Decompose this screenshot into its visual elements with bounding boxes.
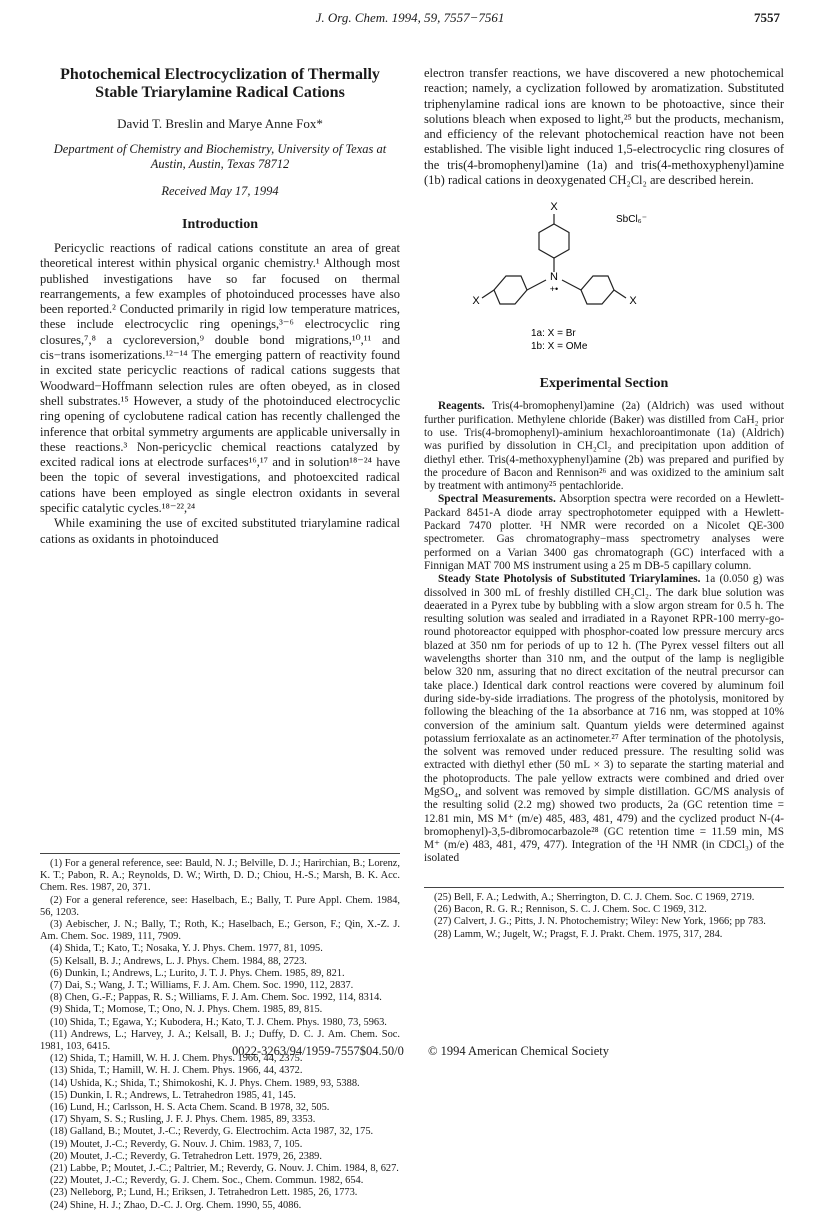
footnote: (21) Labbe, P.; Moutet, J.-C.; Paltrier, M.; Reverdy, G. Nouv. J. Chim. 1984, 8, 627.: [50, 1163, 399, 1175]
spectral-text: Absorption spectra were recorded on a Hewlett-Packard 8451-A diode array spectrophotometer equipped with a Hewlett-Packard 7470 plotter. ¹H NMR were recorded on a Nicolet QE-300 spectrometer. Gas chromatography−mass spectrometry analyses were performed on a Varian 3400 gas chromatograph (GC) interfaced with a Finnigan MAT 700 MS instrument using a 25 m DB-5 capillary column.: [424, 493, 785, 572]
footnote: (17) Shyam, S. S.; Rusling, J. F. J. Phys. Chem. 1985, 89, 3353.: [50, 1114, 316, 1126]
spectral-paragraph: [424, 493, 784, 573]
authors: David T. Breslin and Marye Anne Fox*: [117, 116, 323, 131]
reagents-heading: Reagents.: [438, 400, 485, 413]
footnote: (26) Bacon, R. G. R.; Rennison, S. C. J. Chem. Soc. C 1969, 312.: [434, 904, 707, 916]
footnote: (1) For a general reference, see: Bauld, N. J.; Belville, D. J.; Harirchian, B.; Lorenz, K. T.; Pabon, R. A.; Reynolds, D. W.; Wirth, D. D.; Chiou, H.-S.; Marsh, B. K. Acc. Chem. Res. 1987, 20, 371.: [40, 858, 400, 894]
introduction-heading: Introduction: [182, 217, 258, 232]
footnote: (4) Shida, T.; Kato, T.; Nosaka, Y. J. Phys. Chem. 1977, 81, 1095.: [50, 943, 323, 955]
experimental-heading: Experimental Section: [539, 376, 669, 392]
footnote: (13) Shida, T.; Hamill, W. H. J. Chem. Phys. 1966, 44, 4372.: [50, 1065, 303, 1077]
footnotes-right: [424, 887, 784, 941]
footnote: (12) Shida, T.; Hamill, W. H. J. Chem. Phys. 1966, 44, 2375.: [50, 1053, 303, 1065]
footnote: (20) Moutet, J.-C.; Reverdy, G. Tetrahedron Lett. 1979, 26, 2389.: [50, 1150, 322, 1162]
spectral-heading: Spectral Measurements.: [438, 493, 556, 506]
compound-1b-label: 1b: X = OMe: [531, 341, 588, 353]
footnotes-left: [40, 853, 400, 1212]
running-head: [0, 10, 820, 30]
received-date: Received May 17, 1994: [161, 184, 279, 198]
intro-paragraph-2-continued: electron transfer reactions, we have discovered a new photochemical reaction; namely, a cyclization followed by aromatization. Substituted triphenylamine radical ions are known to be photoactive, since their solutions bleach when exposed to light,²⁵ but the products, mechanism, and efficiency of the relevant photochemical reaction have not been established. The visible light induced 1,5-electrocyclic ring closures of the tris(4-bromophenyl)amine (1a) and tris(4-methoxyphenyl)amine (1b) radical cations in deoxygenated CH₂Cl₂ are described herein.: [424, 66, 784, 188]
footnote: (16) Lund, H.; Carlsson, H. S. Acta Chem. Scand. B 1978, 32, 505.: [50, 1102, 330, 1114]
footnote: (3) Aebischer, J. N.; Bally, T.; Roth, K.; Haselbach, E.; Gerson, F.; Qin, X.-Z. J. Am. Chem. Soc. 1989, 111, 7909.: [40, 919, 400, 943]
footnote: (11) Andrews, L.; Harvey, J. A.; Kelsall, B. J.; Duffy, D. C. J. Am. Chem. Soc. 1981, 103, 6415.: [40, 1028, 400, 1053]
steady-state-paragraph: [424, 573, 784, 866]
counterion-label: SbCl₆⁻: [616, 214, 647, 226]
nitrogen-label: N: [550, 271, 558, 284]
reagents-text: Tris(4-bromophenyl)amine (2a) (Aldrich) was used without further purification. Methylene chloride (Baker) was distilled from CaH₂ prior to use. Tris(4-bromophenyl)-aminium hexachloroantimonate (1a) (Aldrich) was purified by dissolution in CH₂Cl₂ and precipitation upon addition of diethyl ether. Tris(4-methoxyphenyl)amine (2b) was prepared and purified by the procedure of Bacon and Rennison²⁶ and was oxidized to the aminium salt by treatment with antimony²⁵ pentachloride.: [424, 400, 784, 493]
footnote: (25) Bell, F. A.; Ledwith, A.; Sherrington, D. C. J. Chem. Soc. C 1969, 2719.: [434, 892, 755, 903]
right-ring: [581, 276, 614, 304]
intro-paragraph-1: Pericyclic reactions of radical cations constitute an area of great theoretical interest within physical organic chemistry.¹ Although most published investigations have so far focused on thermal rearrangements, a few examples of photoinduced processes have also been reported.² Conducted primarily in rigid low temperature matrices, these include electrocyclic ring openings,³⁻⁶ electrocyclic ring closures,⁷,⁸ a cycloreversion,⁹ double bond migrations,¹⁰,¹¹ and cis−trans isomerizations.¹²⁻¹⁴ The emerging pattern of reactivity found in excited state pericyclic reactions of radical cations suggests that Woodward−Hoffmann selection rules are often obeyed, as in closed shell substrates.¹⁵ However, a study of the photoinduced electrocyclic ring opening of cyclobutene radical cation has recently challenged the inference that orbital symmetry arguments are applicable universally in these reactions.³ Non-pericyclic chemical reactions catalyzed by excited radical ions at electrode surfaces¹⁶,¹⁷ and in solution¹⁸⁻²⁴ have been the topic of several investigations, and photoexcited radical cations have been employed as single electron oxidants in several specific catalytic cycles.¹⁸⁻²²,²⁴: [40, 241, 400, 516]
footnote: (2) For a general reference, see: Haselbach, E.; Bally, T. Pure Appl. Chem. 1984, 56, 1203.: [40, 894, 400, 918]
footnote: (23) Nelleborg, P.; Lund, H.; Eriksen, J. Tetrahedron Lett. 1985, 26, 1773.: [50, 1187, 358, 1199]
radical-cation-charge: +•: [549, 284, 559, 295]
footnote: (8) Chen, G.-F.; Pappas, R. S.; Williams, F. J. Am. Chem. Soc. 1992, 114, 8314.: [50, 992, 382, 1004]
x-left-label: X: [472, 295, 480, 308]
footnote: (9) Shida, T.; Momose, T.; Ono, N. J. Phys. Chem. 1985, 89, 815.: [50, 1004, 323, 1016]
footnote: (27) Calvert, J. G.; Pitts, J. N. Photochemistry; Wiley: New York, 1966; pp 783.: [434, 916, 766, 928]
left-ring: [494, 276, 527, 304]
top-ring: [539, 224, 569, 258]
copyright: © 1994 American Chemical Society: [428, 1044, 609, 1058]
footnote: (18) Galland, B.; Moutet, J.-C.; Reverdy, G. Electrochim. Acta 1987, 32, 175.: [50, 1126, 374, 1138]
footnote: (22) Moutet, J.-C.; Reverdy, G. J. Chem. Soc., Chem. Commun. 1982, 654.: [50, 1175, 364, 1187]
left-column: [40, 66, 400, 547]
journal-citation: J. Org. Chem. 1994, 59, 7557−7561: [315, 10, 505, 25]
steady-state-heading: Steady State Photolysis of Substituted Triarylamines.: [438, 573, 701, 586]
triarylamine-structure: [424, 194, 784, 372]
x-right-label: X: [629, 295, 637, 308]
footnote: (28) Lamm, W.; Jugelt, W.; Pragst, F. J. Prakt. Chem. 1975, 317, 284.: [434, 928, 723, 940]
footnote: (5) Kelsall, B. J.; Andrews, L. J. Phys. Chem. 1984, 88, 2723.: [50, 955, 307, 967]
footnote: (15) Dunkin, I. R.; Andrews, L. Tetrahedron 1985, 41, 145.: [50, 1089, 296, 1101]
steady-state-text: 1a (0.050 g) was dissolved in 300 mL of freshly distilled CH₂Cl₂. The dark blue solution was deaerated in a Pyrex tube by bubbling with a slow argon stream for 0.5 h. The resulting solution was sealed and irradiated in a Rayonet RPR-100 merry-go-round photoreactor equipped with phosphor-coated low pressure mercury arcs blazed at 350 nm for periods of up to 12 h. (The Pyrex vessel filters out all wavelengths shorter than 310 nm, and the output of the lamp is negligible below 320 nm, assuring that no direct excitation of the neutral precursor can take place.) Identical dark control reactions were covered by aluminum foil during side-by-side irradiations. The progress of the photolysis, monitored by following the bleaching of the 1a absorbance at 716 nm, was stopped at 10% conversion of the aminium salt. Quantum yields were determined against potassium ferrioxalate as an actinometer.²⁷ After termination of the photolysis, the solvent was removed under reduced pressure. The resulting solid was extracted with diethyl ether (50 mL × 3) to separate the starting material and the photoproducts. The pale yellow extracts were combined and dried over MgSO₄, and solvent was removed by simple distillation. GC/MS analysis of the resulting solid (2.2 mg) showed two products, 2a (GC retention time = 12.81 min, MS M⁺ (m/e) 485, 483, 481, 479) and the cyclized product N-(4-bromophenyl)-3,5-dibromocarbazole²⁸ (GC retention time = 11.59 min, MS M⁺ (m/e) 483, 481, 479, 477). Integration of the ¹H NMR (in CDCl₃) of the isolated: [424, 573, 784, 865]
footnote: (10) Shida, T.; Egawa, Y.; Kubodera, H.; Kato, T. J. Chem. Phys. 1980, 73, 5963.: [50, 1016, 387, 1028]
affiliation: Department of Chemistry and Biochemistry, University of Texas at Austin, Austin, Texas 78712: [53, 142, 387, 171]
footnote: (24) Shine, H. J.; Zhao, D.-C. J. Org. Chem. 1990, 55, 4086.: [50, 1199, 302, 1211]
compound-1a-label: 1a: X = Br: [531, 328, 576, 340]
article-code: 0022-3263/94/1959-7557$04.50/0: [232, 1044, 404, 1058]
intro-paragraph-2: While examining the use of excited substituted triarylamine radical cations as oxidants in photoinduced: [40, 516, 400, 546]
footnote: (14) Ushida, K.; Shida, T.; Shimokoshi, K. J. Phys. Chem. 1989, 93, 5388.: [50, 1077, 360, 1089]
right-column: [424, 66, 784, 866]
reagents-paragraph: [424, 400, 784, 493]
experimental-section: [424, 400, 784, 865]
article-title: Photochemical Electrocyclization of Thermally Stable Triarylamine Radical Cations: [60, 66, 380, 101]
x-top-label: X: [550, 201, 558, 214]
footnote: (6) Dunkin, I.; Andrews, L.; Lurito, J. T. J. Phys. Chem. 1985, 89, 821.: [50, 967, 345, 979]
page-number: 7557: [754, 10, 780, 25]
structure-figure: [424, 194, 784, 372]
footnote: (19) Moutet, J.-C.; Reverdy, G. Nouv. J. Chim. 1983, 7, 105.: [50, 1138, 303, 1150]
footnote: (7) Dai, S.; Wang, J. T.; Williams, F. J. Am. Chem. Soc. 1990, 112, 2837.: [50, 980, 354, 992]
